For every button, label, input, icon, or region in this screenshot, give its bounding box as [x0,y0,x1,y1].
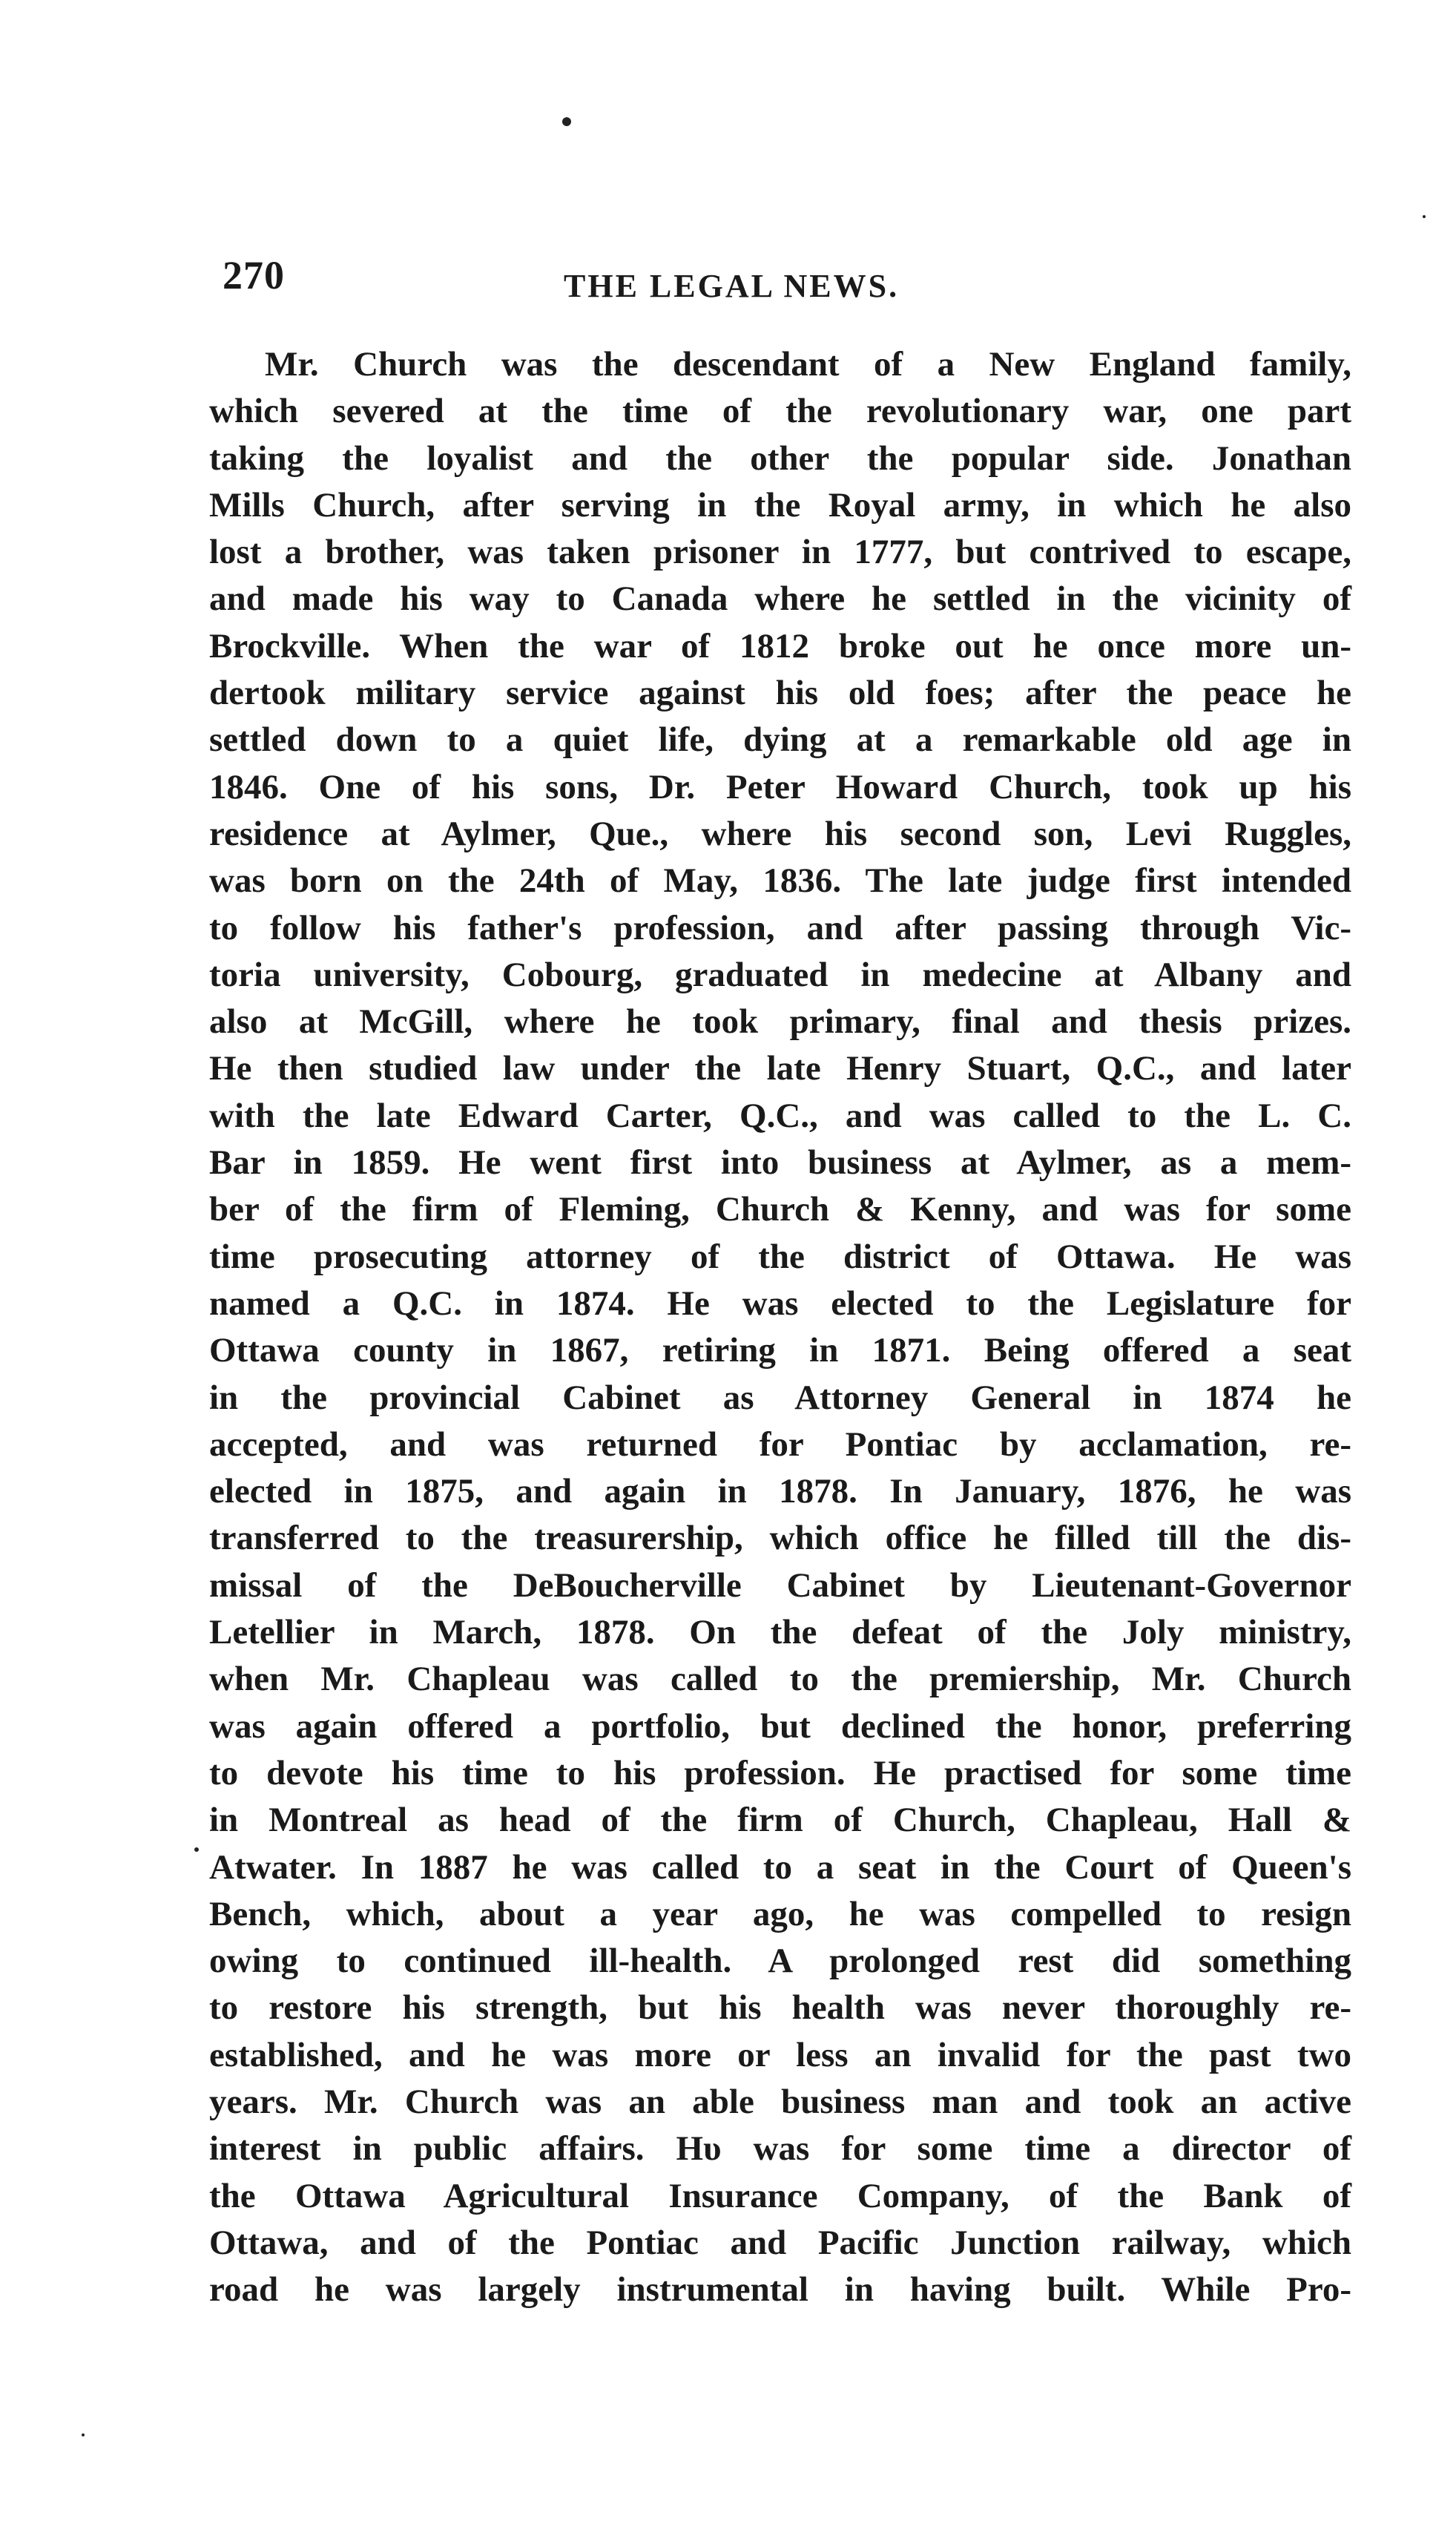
text-line: also at McGill, where he took primary, final and thesis prizes. [209,1002,1351,1042]
text-line: to restore his strength, but his health was never thoroughly re- [209,1988,1351,2028]
text-line: Bar in 1859. He went first into business at Aylmer, as a mem- [209,1143,1351,1183]
text-line: Atwater. In 1887 he was called to a seat in the Court of Queen's [209,1847,1351,1887]
text-line: was born on the 24th of May, 1836. The late judge first intended [209,861,1351,901]
text-line: road he was largely instrumental in having built. While Pro- [209,2270,1351,2310]
text-line: settled down to a quiet life, dying at a remarkable old age in [209,720,1351,760]
text-line: which severed at the time of the revolutionary war, one part [209,392,1351,431]
text-line: the Ottawa Agricultural Insurance Company, of the Bank of [209,2176,1351,2215]
text-line: dertook military service against his old foes; after the peace he [209,674,1351,713]
ink-speck [82,2433,85,2436]
ink-speck [1423,215,1426,218]
text-line: Letellier in March, 1878. On the defeat of the Joly ministry, [209,1613,1351,1652]
page-header [223,245,1335,312]
text-line: to devote his time to his profession. He practised for some time [209,1753,1351,1792]
text-line: established, and he was more or less an invalid for the past two [209,2035,1351,2074]
text-line: transferred to the treasurership, which office he filled till the dis- [209,1519,1351,1558]
text-line: named a Q.C. in 1874. He was elected to the Legislature for [209,1283,1351,1323]
text-line: when Mr. Chapleau was called to the premiership, Mr. Church [209,1660,1351,1699]
text-line: Mills Church, after serving in the Royal army, in which he also [209,485,1351,525]
text-line: and made his way to Canada where he settled in the vicinity of [209,579,1351,619]
text-line: interest in public affairs. Hυ was for some time a director of [209,2129,1351,2169]
text-line: Ottawa county in 1867, retiring in 1871. Being offered a seat [209,1331,1351,1370]
text-line: ber of the firm of Fleming, Church & Kenny, and was for some [209,1190,1351,1229]
text-line: elected in 1875, and again in 1878. In January, 1876, he was [209,1472,1351,1511]
text-line: to follow his father's profession, and after passing through Vic- [209,908,1351,947]
text-line: with the late Edward Carter, Q.C., and was called to the L. C. [209,1096,1351,1135]
page-number: 270 [223,253,285,298]
text-line: He then studied law under the late Henry Stuart, Q.C., and later [209,1049,1351,1088]
text-line: Bench, which, about a year ago, he was compelled to resign [209,1894,1351,1933]
text-line: missal of the DeBoucherville Cabinet by Lieutenant-Governor [209,1565,1351,1605]
ink-speck [562,117,571,126]
text-line: residence at Aylmer, Que., where his second son, Levi Ruggles, [209,814,1351,853]
text-line: was again offered a portfolio, but declined the honor, preferring [209,1706,1351,1746]
text-line: lost a brother, was taken prisoner in 1777, but contrived to escape, [209,533,1351,572]
text-line: toria university, Cobourg, graduated in medecine at Albany and [209,955,1351,994]
text-line: Ottawa, and of the Pontiac and Pacific Junction railway, which [209,2223,1351,2262]
article-body [209,341,1351,2313]
text-line: accepted, and was returned for Pontiac by acclamation, re- [209,1424,1351,1464]
text-line: 1846. One of his sons, Dr. Peter Howard Church, took up his [209,767,1351,806]
text-line: taking the loyalist and the other the popular side. Jonathan [209,438,1351,478]
text-line: owing to continued ill-health. A prolonged rest did something [209,1942,1351,1981]
text-line: Brockville. When the war of 1812 broke out he once more un- [209,626,1351,665]
text-line: years. Mr. Church was an able business man and took an active [209,2082,1351,2121]
text-line: in Montreal as head of the firm of Church, Chapleau, Hall & [209,1801,1351,1840]
text-line: time prosecuting attorney of the district of Ottawa. He was [209,1237,1351,1276]
text-line: in the provincial Cabinet as Attorney General in 1874 he [209,1378,1351,1417]
ink-speck [194,1847,199,1852]
running-title: THE LEGAL NEWS. [564,268,900,304]
text-line: Mr. Church was the descendant of a New England family, [265,345,1351,384]
